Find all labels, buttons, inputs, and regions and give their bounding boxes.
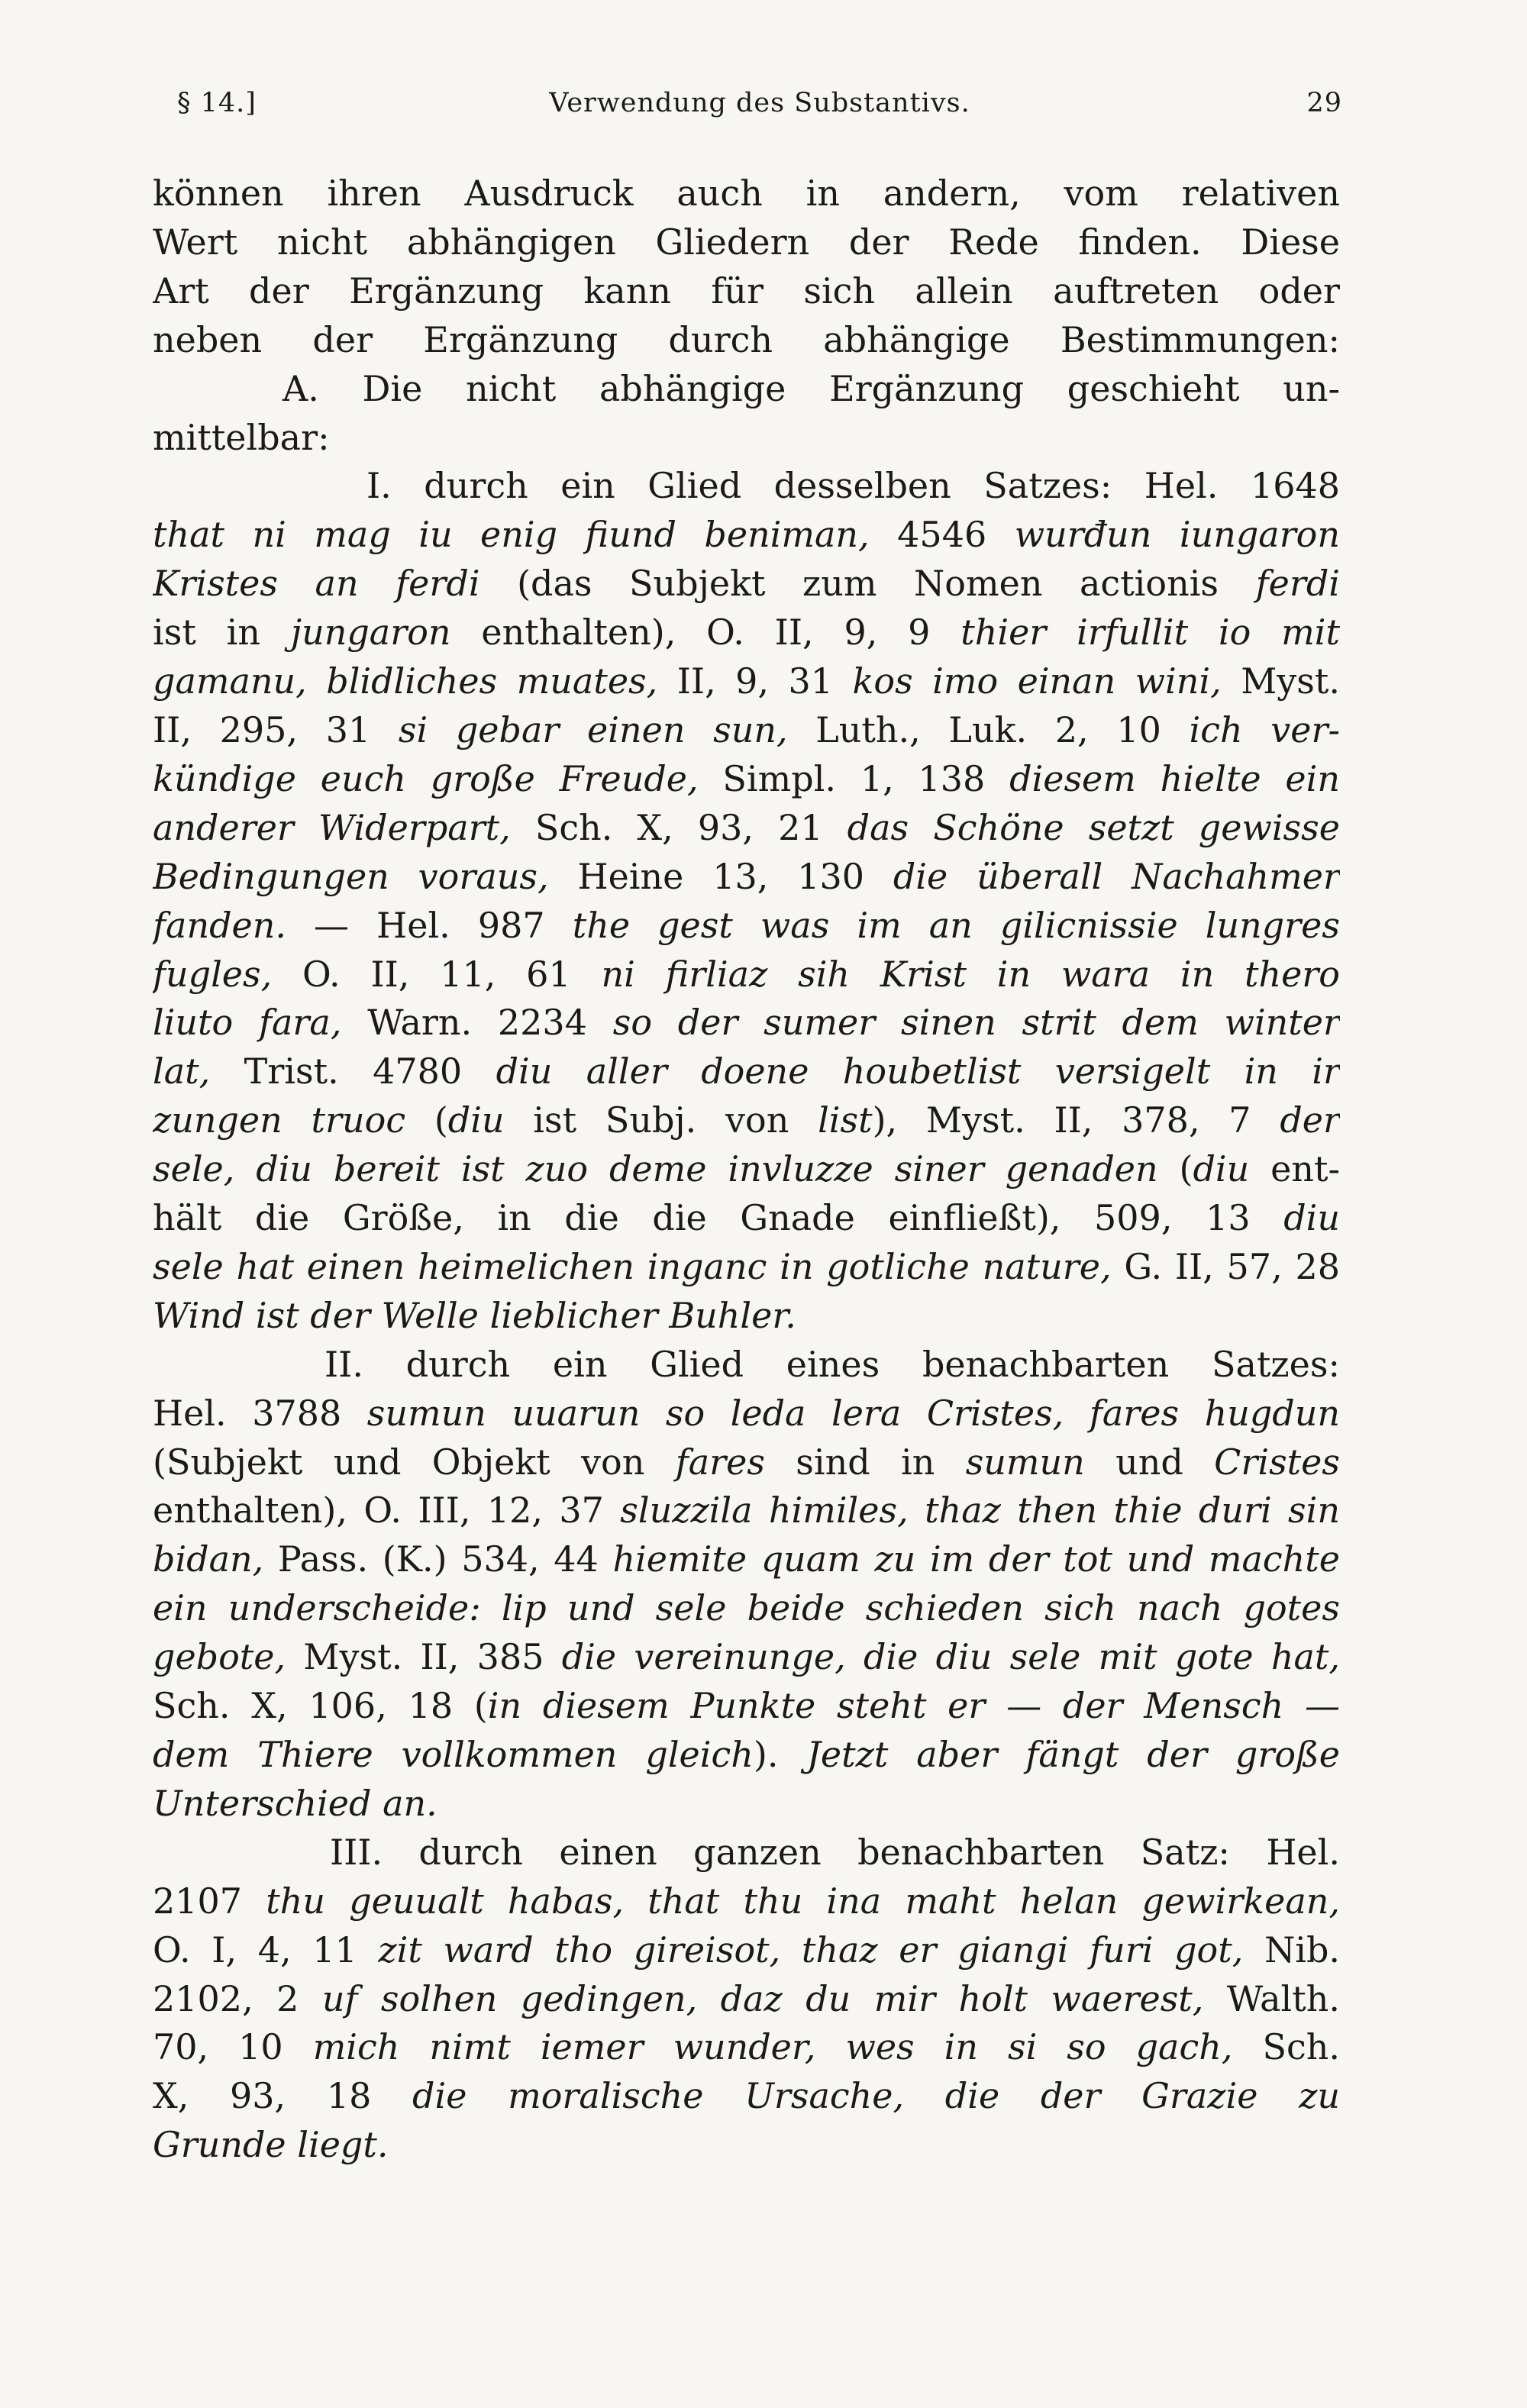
italic-text-segment: hiemite quam zu im der tot und machte (612, 1538, 1340, 1580)
italic-text-segment: fanden. (153, 904, 286, 946)
text-segment: neben der Ergänzung durch abhängige Bestimmungen: (153, 318, 1340, 360)
italic-text-segment: gamanu, blidliches muates, (153, 660, 658, 702)
text-segment: 2107 (153, 1880, 266, 1922)
text-line (153, 2023, 1340, 2072)
italic-text-segment: so der sumer sinen strit dem winter (612, 1002, 1340, 1044)
text-line (153, 1390, 1340, 1438)
italic-text-segment: die moralische Ursache, die der Grazie zu (412, 2075, 1340, 2117)
text-line (153, 1584, 1340, 1633)
text-line (153, 1975, 1340, 2024)
italic-text-segment: diesem hielte ein (1009, 757, 1340, 799)
italic-text-segment: dem Thiere vollkommen gleich (153, 1734, 754, 1775)
text-segment: Art der Ergänzung kann für sich allein auftreten oder (153, 270, 1340, 311)
text-line (153, 706, 1340, 755)
italic-text-segment: Jetzt aber fängt der große (806, 1734, 1340, 1775)
text-line (153, 169, 1340, 218)
text-segment: Walth. (1203, 1977, 1340, 2019)
text-segment: ist in (153, 612, 291, 654)
italic-text-segment: sumun uuarun so leda lera Cristes, fares hugdun (366, 1392, 1340, 1434)
text-segment: hält die Größe, in die die Gnade einfließt), 509, 13 (153, 1197, 1284, 1239)
italic-text-segment: mich nimt iemer wunder, wes in si so gach, (312, 2026, 1233, 2068)
italic-text-segment: diu aller doene houbetlist versigelt in ir (496, 1051, 1340, 1093)
text-line (153, 1535, 1340, 1584)
text-segment: sind in (764, 1441, 966, 1483)
text-line (153, 657, 1340, 706)
italic-text-segment: die vereinunge, die diu sele mit gote hat, (561, 1636, 1340, 1678)
text-line (153, 1341, 1340, 1390)
text-segment: Sch. (1232, 2026, 1340, 2068)
text-segment: I. durch ein Glied desselben Satzes: Hel. 1648 (366, 465, 1340, 507)
italic-text-segment: ein underscheide: lip und sele beide schieden sich nach gotes (153, 1587, 1340, 1629)
text-segment: ). (753, 1734, 807, 1775)
text-segment: 2102, 2 (153, 1977, 322, 2019)
italic-text-segment: sele, diu bereit ist zuo deme invluzze siner genaden (153, 1148, 1158, 1190)
italic-text-segment: Bedingungen voraus, (153, 855, 549, 897)
italic-text-segment: Grunde liegt. (153, 2124, 389, 2166)
body-text (153, 169, 1340, 2170)
italic-text-segment: lat, (153, 1051, 211, 1093)
text-segment: Pass. (K.) 534, 44 (263, 1538, 613, 1580)
text-segment: O. II, 11, 61 (272, 953, 602, 995)
italic-text-segment: Wind ist der Welle lieblicher Buhler. (153, 1294, 796, 1336)
italic-text-segment: Kristes an ferdi (153, 563, 480, 605)
italic-text-segment: bidan, (153, 1538, 264, 1580)
text-line (153, 218, 1340, 267)
italic-text-segment: gebote, (153, 1636, 286, 1678)
text-line (153, 902, 1340, 951)
text-line (153, 462, 1340, 511)
text-line (153, 1243, 1340, 1292)
text-line (153, 999, 1340, 1047)
section-reference: § 14.] (177, 88, 257, 118)
italic-text-segment: zungen truoc (153, 1099, 406, 1141)
page-number: 29 (1306, 88, 1342, 118)
text-segment: — Hel. 987 (286, 904, 573, 946)
running-head (177, 88, 1342, 134)
text-segment: III. durch einen ganzen benachbarten Satz: Hel. (330, 1831, 1340, 1873)
text-line (153, 951, 1340, 999)
text-segment: X, 93, 18 (153, 2075, 413, 2117)
text-segment: Myst. II, 385 (286, 1636, 562, 1678)
text-segment: Wert nicht abhängigen Gliedern der Rede finden. Diese (153, 221, 1340, 263)
text-line (153, 1682, 1340, 1731)
italic-text-segment: sluzzila himiles, thaz then thie duri sin (620, 1490, 1340, 1532)
text-segment: A. Die nicht abhängige Ergänzung geschieht un- (282, 367, 1340, 409)
text-segment: enthalten), O. II, 9, 9 (450, 612, 961, 654)
text-segment: II, 9, 31 (657, 660, 853, 702)
italic-text-segment: si gebar einen sun, (398, 709, 788, 750)
text-line (153, 1926, 1340, 1975)
text-segment: II, 295, 31 (153, 709, 399, 750)
text-line (153, 414, 1340, 463)
text-line (153, 1096, 1340, 1145)
italic-text-segment: diu (1193, 1148, 1250, 1190)
text-line (153, 804, 1340, 853)
text-line (153, 1731, 1340, 1780)
italic-text-segment: jungaron (290, 612, 451, 654)
text-segment: können ihren Ausdruck auch in andern, vom relativen (153, 173, 1340, 214)
text-line (153, 365, 1340, 414)
text-segment: Luth., Luk. 2, 10 (787, 709, 1190, 750)
text-segment: Sch. X, 93, 21 (510, 806, 847, 848)
italic-text-segment: uf solhen gedingen, daz du mir holt waerest, (321, 1977, 1204, 2019)
text-segment: ist Subj. von (504, 1099, 818, 1141)
text-line (153, 1877, 1340, 1926)
text-line (153, 1292, 1340, 1341)
text-line (153, 511, 1340, 560)
text-line (153, 1438, 1340, 1487)
text-segment: mittelbar: (153, 416, 330, 458)
italic-text-segment: fares (675, 1441, 765, 1483)
text-line (153, 1633, 1340, 1682)
text-line (153, 2121, 1340, 2170)
italic-text-segment: the gest was im an gilicnissie lungres (572, 904, 1340, 946)
italic-text-segment: kündige euch große Freude, (153, 757, 699, 799)
text-segment: (das Subjekt zum Nomen actionis (479, 563, 1256, 605)
text-line (153, 853, 1340, 902)
text-segment: Simpl. 1, 138 (698, 757, 1010, 799)
text-segment: und (1084, 1441, 1215, 1483)
italic-text-segment: wurđun iungaron (1014, 514, 1340, 556)
text-line (153, 1047, 1340, 1096)
text-line (153, 316, 1340, 365)
text-line (153, 1145, 1340, 1194)
text-segment: Hel. 3788 (153, 1392, 367, 1434)
text-segment: Trist. 4780 (210, 1051, 496, 1093)
italic-text-segment: sumun (965, 1441, 1085, 1483)
italic-text-segment: anderer Widerpart, (153, 806, 511, 848)
italic-text-segment: thu geuualt habas, that thu ina maht helan gewirkean, (266, 1880, 1340, 1922)
text-line (153, 2072, 1340, 2121)
text-line (153, 560, 1340, 608)
text-segment: 70, 10 (153, 2026, 313, 2068)
text-line (153, 755, 1340, 804)
text-line (153, 1780, 1340, 1829)
italic-text-segment: Cristes (1214, 1441, 1340, 1483)
text-line (153, 1486, 1340, 1535)
text-line (153, 267, 1340, 316)
text-segment: Myst. (1221, 660, 1340, 702)
text-segment: (Subjekt und Objekt von (153, 1441, 676, 1483)
text-segment: ), Myst. II, 378, 7 (872, 1099, 1280, 1141)
italic-text-segment: that ni mag iu enig fiund beniman, (153, 514, 870, 556)
text-segment: II. durch ein Glied eines benachbarten Satzes: (324, 1343, 1340, 1385)
italic-text-segment: kos imo einan wini, (852, 660, 1222, 702)
italic-text-segment: Unterschied an. (153, 1782, 437, 1824)
italic-text-segment: in diesem Punkte steht er — der Mensch — (487, 1685, 1340, 1727)
italic-text-segment: thier irfullit io mit (960, 612, 1340, 654)
text-segment: 4546 (869, 514, 1015, 556)
italic-text-segment: ni firliaz sih Krist in wara in thero (601, 953, 1340, 995)
text-segment: enthalten), O. III, 12, 37 (153, 1490, 621, 1532)
italic-text-segment: list (818, 1099, 873, 1141)
italic-text-segment: zit ward tho gireisot, thaz er giangi furi got, (378, 1929, 1244, 1971)
text-segment: ( (405, 1099, 448, 1141)
text-segment: O. I, 4, 11 (153, 1929, 379, 1971)
italic-text-segment: sele hat einen heimelichen inganc in gotliche nature, (153, 1245, 1112, 1287)
text-segment: Sch. X, 106, 18 ( (153, 1685, 488, 1727)
italic-text-segment: diu (447, 1099, 505, 1141)
text-segment: Nib. (1243, 1929, 1340, 1971)
italic-text-segment: diu (1283, 1197, 1340, 1239)
text-segment: ( (1157, 1148, 1193, 1190)
italic-text-segment: ferdi (1255, 563, 1340, 605)
italic-text-segment: der (1280, 1099, 1340, 1141)
italic-text-segment: fugles, (153, 953, 273, 995)
italic-text-segment: ich ver- (1189, 709, 1340, 750)
text-line (153, 608, 1340, 657)
text-segment: Warn. 2234 (341, 1002, 613, 1044)
text-line (153, 1194, 1340, 1243)
text-segment: Heine 13, 130 (548, 855, 893, 897)
text-segment: ent- (1249, 1148, 1340, 1190)
italic-text-segment: die überall Nachahmer (893, 855, 1340, 897)
running-title: Verwendung des Substantivs. (549, 88, 970, 118)
italic-text-segment: liuto fara, (153, 1002, 342, 1044)
text-line (153, 1829, 1340, 1877)
italic-text-segment: das Schöne setzt gewisse (847, 806, 1340, 848)
text-segment: G. II, 57, 28 (1111, 1245, 1340, 1287)
